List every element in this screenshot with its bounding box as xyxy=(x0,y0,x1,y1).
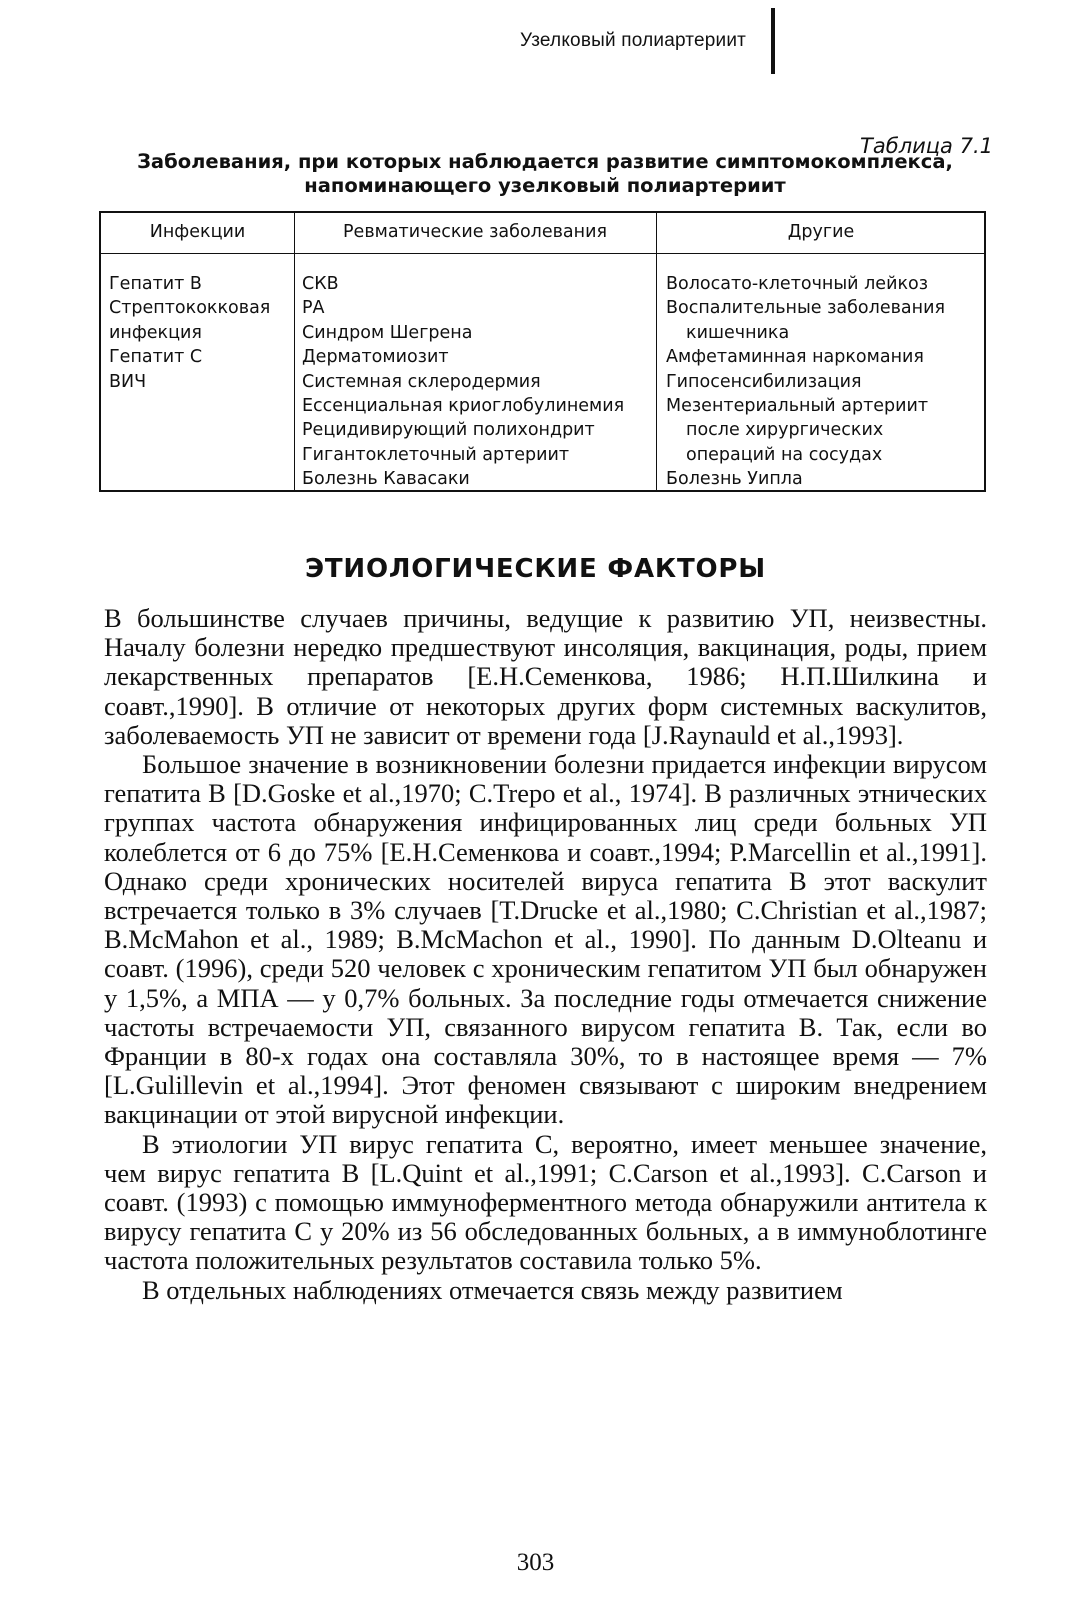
list-item: Стрептококковая xyxy=(109,298,271,319)
paragraph: Большое значение в возникновении болезни придается инфекции вирусом гепатита В [D.Goske et al.,1970; C.Trepo et al., 1974]. В различных этнических группах частота обнаружения инфицированных лиц среди больных УП колеблется от 6 до 75% [Е.Н.Семенкова и соавт.,1994; P.Marcellin et al.,1991]. Однако среди хронических носителей вируса гепатита В этот васкулит встречается только в 3% случаев [T.Drucke et al.,1980; C.Christian et al.,1987; B.McMahon et al., 1989; B.McMachon et al., 1990]. По данным D.Olteanu и соавт. (1996), среди 520 человек с хроническим гепатитом УП был обнаружен у 1,5%, а МПА — у 0,7% больных. За последние годы отмечается снижение частоты встречаемости УП, связанного вирусом гепатита В. Так, если во Франции в 80-х годах она составляла 30%, то в настоящее время — 7% [L.Gulillevin et al.,1994]. Этот феномен связывают с широким внедрением вакцинации от этой вирусной инфекции. xyxy=(104,749,987,1130)
table-title-line: Заболевания, при которых наблюдается развитие симптомокомплекса, xyxy=(137,150,953,173)
list-item: Волосато-клеточный лейкоз xyxy=(666,274,929,294)
list-item: Болезнь Кавасаки xyxy=(302,469,470,490)
list-item: после хирургических xyxy=(686,420,884,441)
diseases-table xyxy=(99,211,986,492)
list-item: Гигантоклеточный артериит xyxy=(302,444,570,465)
list-item: ВИЧ xyxy=(109,371,147,392)
list-item: Мезентериальный артериит xyxy=(666,396,929,417)
table-header-divider xyxy=(101,253,984,254)
paragraph: В этиологии УП вирус гепатита С, вероятно, имеет меньшее значение, чем вирус гепатита В [L.Quint et al.,1991; C.Carson et al.,1993]. C.Carson и соавт. (1993) с помощью иммуноферментного метода обнаружили антитела к вирусу гепатита С у 20% из 56 обследованных больных, а в иммуноблотинге частота положительных результатов составила только 5%. xyxy=(104,1128,987,1276)
paragraph: В отдельных наблюдениях отмечается связь между развитием xyxy=(142,1274,843,1305)
list-item: Амфетаминная наркомания xyxy=(666,347,924,368)
body-text xyxy=(104,604,987,1305)
section-heading: ЭТИОЛОГИЧЕСКИЕ ФАКТОРЫ xyxy=(305,553,766,584)
list-item: Болезнь Уипла xyxy=(666,469,803,490)
table-number: Таблица 7.1 xyxy=(860,134,993,158)
list-item: инфекция xyxy=(109,322,202,343)
paragraph: В большинстве случаев причины, ведущие к развитию УП, неизвестны. Началу болезни нередко предшествуют инсоляция, вакцинация, роды, прием лекарственных препаратов [Е.Н.Семенкова, 1986; Н.П.Шилкина и соавт.,1990]. В отличие от некоторых других форм системных васкулитов, заболеваемость УП не зависит от времени года [J.Raynauld et al.,1993]. xyxy=(104,603,987,750)
list-item: кишечника xyxy=(686,322,790,343)
list-item: Гепатит С xyxy=(109,347,203,368)
list-item: РА xyxy=(302,298,325,319)
header-rule xyxy=(771,8,775,74)
list-item: СКВ xyxy=(302,274,339,294)
table-title-line: напоминающего узелковый полиартериит xyxy=(304,174,786,197)
column-header-rheumatic: Ревматические заболевания xyxy=(343,222,607,242)
table-title xyxy=(100,150,990,198)
other-list xyxy=(666,272,945,492)
list-item: Воспалительные заболевания xyxy=(666,298,945,319)
page-number: 303 xyxy=(516,1549,555,1576)
running-head: Узелковый полиартериит xyxy=(520,30,747,51)
list-item: Дерматомиозит xyxy=(302,347,449,368)
column-header-infections: Инфекции xyxy=(149,222,246,242)
list-item: Синдром Шегрена xyxy=(302,322,473,343)
column-divider xyxy=(294,213,295,490)
rheumatic-list xyxy=(302,272,624,492)
list-item: Гепатит В xyxy=(109,274,202,294)
column-header-other: Другие xyxy=(787,222,855,242)
column-divider xyxy=(656,213,657,490)
infections-list xyxy=(109,272,270,394)
list-item: Системная склеродермия xyxy=(302,371,541,392)
list-item: операций на сосудах xyxy=(686,444,883,465)
list-item: Рецидивирующий полихондрит xyxy=(302,420,595,441)
list-item: Ессенциальная криоглобулинемия xyxy=(302,396,625,417)
list-item: Гипосенсибилизация xyxy=(666,371,862,392)
